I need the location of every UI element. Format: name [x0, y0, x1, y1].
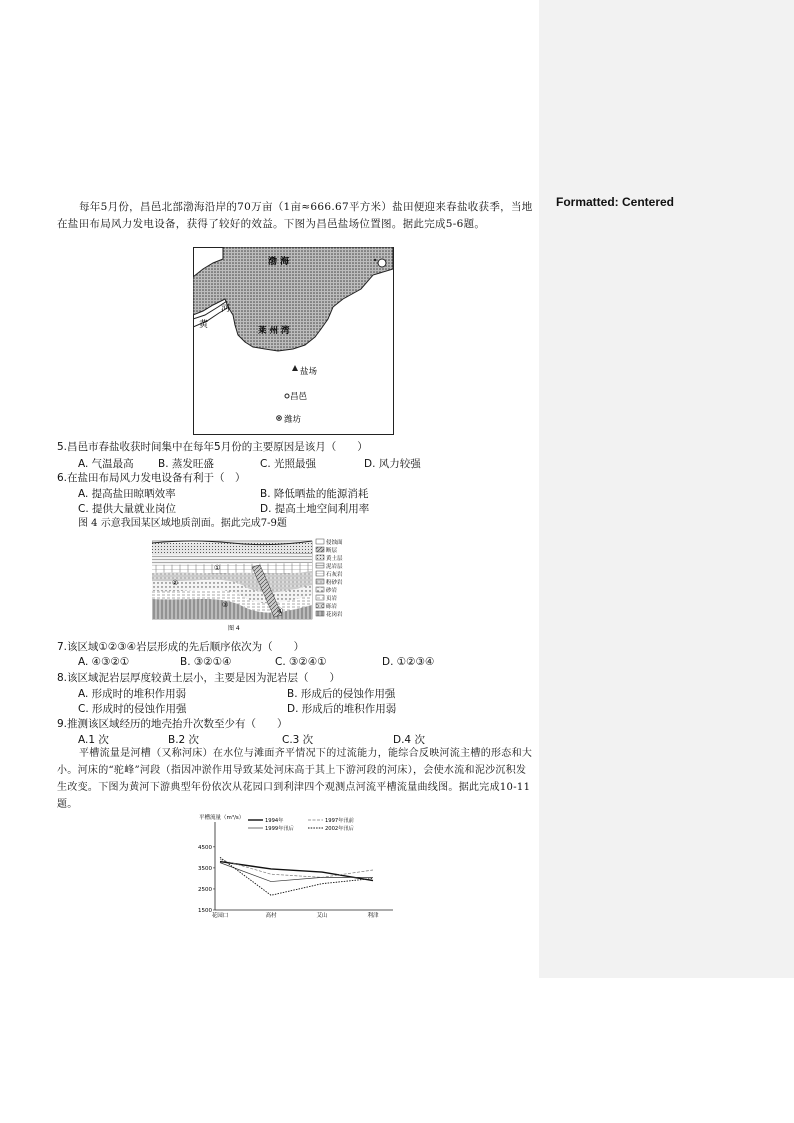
- map-label-weifang: 潍坊: [284, 415, 302, 425]
- q5-option-b: B. 蒸发旺盛: [158, 458, 214, 470]
- changyi-marker: [285, 394, 289, 398]
- chart-ylabel: 平槽流量（m³/s）: [199, 815, 245, 821]
- comment-pane: [539, 0, 794, 978]
- map-label-huang: 黄: [199, 320, 209, 330]
- chart-y-tick-label: 2500: [198, 886, 212, 893]
- intro-5-6: 每年5月份，昌邑北部渤海沿岸的70万亩（1亩≈666.67平方米）盐田便迎来春盐收获季，当地在盐田布局风力发电设备，获得了较好的效益。下图为昌邑盐场位置图。据此完成5-6题。: [57, 201, 533, 230]
- q6-option-a: A. 提高盐田晾晒效率: [78, 488, 176, 500]
- legend-7: 页岩: [326, 596, 338, 602]
- legend-0: 侵蚀面: [326, 540, 343, 546]
- q7-option-b: B. ③②①④: [180, 656, 232, 668]
- legend-4: 石灰岩: [326, 572, 343, 578]
- q6-option-b: B. 降低晒盐的能源消耗: [260, 488, 369, 500]
- q9-option-c: C.3 次: [282, 734, 314, 746]
- q5-option-d: D. 风力较强: [364, 458, 421, 470]
- q9-option-d: D.4 次: [393, 734, 425, 746]
- map-label-he: 河: [221, 304, 231, 314]
- legend-2: 黄土层: [326, 556, 343, 562]
- chart-x-tick-label: 艾山: [316, 913, 328, 919]
- legend-3: 泥岩层: [326, 564, 343, 570]
- flow-chart: [193, 810, 405, 920]
- geo-mark-3: ③: [222, 601, 229, 609]
- chart-lines: [220, 857, 373, 895]
- comment-title: Formatted: Centered: [556, 195, 675, 209]
- map-label-laizhou: 莱 州 湾: [258, 326, 290, 336]
- q7-stem: 7.该区域①②③④岩层形成的先后顺序依次为（ ）: [57, 641, 305, 653]
- chart-legend-label: 1999年汛后: [265, 826, 294, 832]
- intro-7-9: 图 4 示意我国某区域地质剖面。据此完成7-9题: [78, 518, 287, 529]
- geo-caption: 图 4: [228, 625, 240, 632]
- legend-9: 花岗岩: [326, 612, 343, 618]
- chart-legend: [248, 816, 354, 832]
- q5-option-c: C. 光照最强: [260, 458, 317, 470]
- q7-option-a: A. ④③②①: [78, 656, 130, 668]
- chart-x-tick-label: 花园口: [211, 913, 229, 919]
- legend-1: 断层: [326, 548, 338, 554]
- intro-10-11: 平槽流量是河槽（又称河床）在水位与滩面齐平情况下的过流能力，能综合反映河流主槽的形态和大小。河床的“驼峰”河段（指因冲淤作用导致某处河床高于其上下游河段的河床），会使水流和泥沙沉积发生改变。下图为黄河下游典型年份依次从花园口到利津四个观测点河流平槽流量曲线图。据此完成10-11题。: [57, 748, 533, 810]
- q7-option-c: C. ③②④①: [275, 656, 327, 668]
- map-label-changyi: 昌邑: [290, 392, 308, 402]
- map-label-bohai: 渤 海: [268, 257, 290, 267]
- q6-stem: 6.在盐田布局风力发电设备有利于（ ）: [57, 472, 246, 484]
- chart-y-tick-label: 4500: [198, 844, 212, 851]
- chart-series-line: [220, 859, 373, 877]
- q8-option-b: B. 形成后的侵蚀作用强: [287, 688, 396, 700]
- chart-y-tick-label: 3500: [198, 865, 212, 872]
- map-label-yanchang: 盐场: [300, 367, 318, 377]
- q7-option-d: D. ①②③④: [382, 656, 435, 668]
- q9-option-a: A.1 次: [78, 734, 109, 746]
- chart-x-tick-label: 利津: [367, 913, 379, 919]
- q9-stem: 9.推测该区域经历的地壳抬升次数至少有（ ）: [57, 718, 288, 730]
- q8-option-d: D. 形成后的堆积作用弱: [287, 703, 397, 715]
- q8-option-a: A. 形成时的堆积作用弱: [78, 688, 187, 700]
- legend-5: 粉砂岩: [326, 580, 343, 586]
- q8-stem: 8.该区域泥岩层厚度较黄土层小，主要是因为泥岩层（ ）: [57, 672, 341, 684]
- chart-legend-label: 2002年汛后: [325, 826, 354, 832]
- chart-legend-label: 1994年: [265, 818, 284, 824]
- geo-mark-4: ④: [277, 607, 284, 615]
- q9-option-b: B.2 次: [168, 734, 200, 746]
- geo-mark-1: ①: [214, 564, 221, 572]
- q5-stem: 5.昌邑市春盐收获时间集中在每年5月份的主要原因是该月（ ）: [57, 441, 368, 453]
- legend-8: 砾岩: [326, 604, 338, 610]
- q6-option-d: D. 提高土地空间利用率: [260, 503, 370, 515]
- chart-x-tick-label: 高村: [265, 913, 277, 919]
- q6-option-c: C. 提供大量就业岗位: [78, 503, 177, 515]
- salt-field-map: [193, 247, 394, 435]
- legend-6: 砂岩: [326, 588, 338, 594]
- geo-legend: [316, 538, 343, 618]
- q5-option-a: A. 气温最高: [78, 458, 134, 470]
- chart-legend-label: 1997年汛前: [325, 818, 354, 824]
- q8-option-c: C. 形成时的侵蚀作用强: [78, 703, 187, 715]
- geologic-section: [152, 537, 370, 633]
- chart-y-tick-label: 1500: [198, 908, 212, 914]
- geo-mark-2: ②: [172, 579, 179, 587]
